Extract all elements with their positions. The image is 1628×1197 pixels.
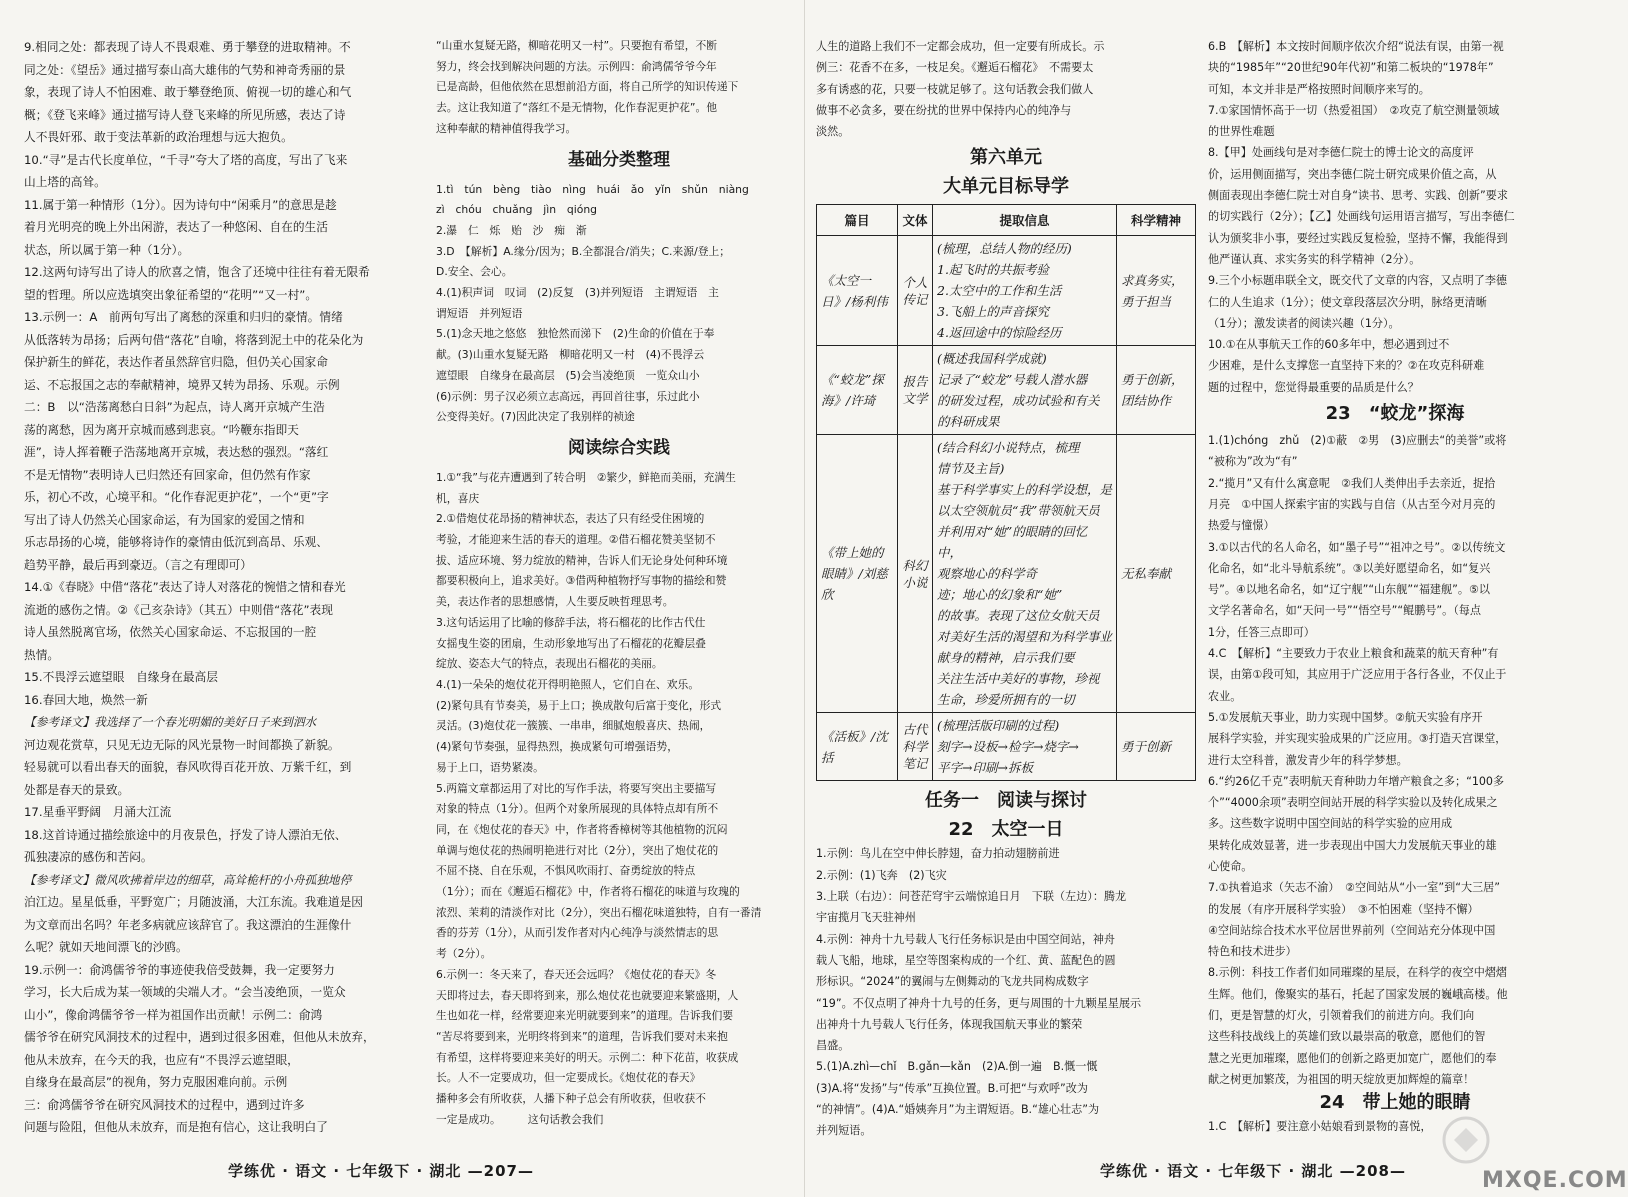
answer-line: 果转化成效显著，进一步表现出中国大力发展航天事业的雄 xyxy=(1208,838,1497,852)
answer-line: 问题与险阻，但他从未放弃，而是抱有信心，这让我明白了 xyxy=(24,1120,328,1134)
answer-line: 仁的人生追求（1分）；使文章段落层次分明，脉络更清晰 xyxy=(1208,295,1487,309)
answer-line: 多有诱惑的花，只要一枝就足够了。这句话教会我们做人 xyxy=(816,82,1094,96)
answer-line: 17.星垂平野阔 月涌大江流 xyxy=(24,805,172,819)
answer-line: 农业。 xyxy=(1208,689,1242,703)
column-3 xyxy=(816,36,1196,1142)
answer-line: 着月光明亮的晚上外出闲游，表达了一种悠闲、自在的生活 xyxy=(24,220,328,234)
answer-line: 不屈不挠、自在乐观，不惧风吹雨打、奋勇绽放的特点 xyxy=(436,864,696,878)
answer-line: 这些科技战线上的英雄们致以最崇高的敬意，愿他们的智 xyxy=(1208,1030,1486,1044)
answer-line: 化命名，如“北斗导航系统”。③以美好愿望命名，如“复兴 xyxy=(1208,561,1491,575)
cell-info-line: 基于科学事实上的科学设想，是 xyxy=(937,482,1113,498)
answer-line: 16.春回大地，焕然一新 xyxy=(24,692,148,707)
answer-line: 天即将过去，春天即将到来，那么炮仗花也就要迎来繁盛期，人 xyxy=(436,988,739,1002)
answer-line: 1.示例：鸟儿在空中伸长脖翅，奋力拍动翅膀前进 xyxy=(816,847,1060,861)
cell-info-line: 3.飞船上的声音探究 xyxy=(937,304,1049,320)
cell-genre: 报告文学 xyxy=(898,346,933,435)
answer-line: “苦尽将要到来，光明终将到来”的道理，告诉我们要对未来抱 xyxy=(436,1029,728,1043)
answer-line: “被称为”改为“有” xyxy=(1208,455,1298,469)
answer-line: 2.示例：(1)飞奔 (2)飞灾 xyxy=(816,868,947,882)
answer-line: 他严谨认真、求实务实的科学精神（2分）。 xyxy=(1208,252,1421,266)
answer-line: 6.“约26亿千克”表明航天育种助力年增产粮食之多；“100多 xyxy=(1208,774,1505,788)
answer-line: 不是无情物”表明诗人已归然还有回家命，但仍然有作家 xyxy=(24,467,311,482)
answer-line: (4)紧句节奏强，显得热烈，换成紧句可增强语势， xyxy=(436,740,679,754)
table-row xyxy=(817,435,1196,713)
lesson-22-title: 22 太空一日 xyxy=(948,819,1064,841)
task-title: 任务一 阅读与探讨 xyxy=(925,790,1087,812)
cell-info-line: 的故事。表现了这位女航天员 xyxy=(937,608,1100,624)
cell-info-line: 对美好生活的渴望和为科学事业 xyxy=(937,629,1113,645)
section-heading-reading: 阅读综合实践 xyxy=(568,437,670,458)
unit-goal-table xyxy=(816,204,1196,781)
column-4-continuation xyxy=(1208,36,1582,398)
answer-line: 有希望，这样将要迎来美好的明天。示例二：种下花苗，收获成 xyxy=(436,1050,739,1064)
cell-info-line: 关注生活中美好的事物，珍视 xyxy=(937,671,1100,687)
answer-line: 这种奉献的精神值得我学习。 xyxy=(436,121,577,135)
answer-line: (6)示例：男子汉必须立志高远，再回首往事，乐过此小 xyxy=(436,389,700,403)
cell-info-line: 的研发过程，成功试验和有关 xyxy=(937,393,1100,409)
answer-line: 慧之光更加璀璨，愿他们的创新之路更加宽广，愿他们的奉 xyxy=(1208,1051,1497,1065)
answer-line: 单调与炮仗花的热闹明艳进行对比（2分），突出了炮仗花的 xyxy=(436,843,719,857)
cell-info-line: 平字→印刷→拆板 xyxy=(937,760,1033,776)
page-gutter xyxy=(804,0,805,1197)
answer-line: 从低落转为昂扬；后两句借“落花”自喻，将落到泥土中的花朵化为 xyxy=(24,332,364,347)
cell-info-line: 4.返回途中的惊险经历 xyxy=(937,325,1062,341)
table-row xyxy=(817,236,1196,346)
answer-line: 努力，终会找到解决问题的方法。示例四：俞鸿儒爷爷今年 xyxy=(436,59,717,73)
answer-line: 香的芬芳（1分），从而引发作者对内心纯净与淡然情志的思 xyxy=(436,926,719,940)
answer-line: 三：俞鸿儒爷爷在研究风洞技术的过程中，遇到过许多 xyxy=(24,1097,305,1112)
answer-line: 都要积极向上，追求美好。③借两种植物抒写事物的描绘和赞 xyxy=(436,574,727,588)
cell-info-line: (结合科幻小说特点，梳理 xyxy=(937,440,1080,456)
answer-line: 对象的特点（1分）。但两个对象所展现的具体特点却有所不 xyxy=(436,802,719,816)
answer-line: （1分）；而在《邂逅石榴花》中，作者将石榴花的味道与玫瑰的 xyxy=(436,885,740,899)
cell-title: 《活板》/沈括 xyxy=(817,713,898,781)
answer-line: 7.①家国情怀高于一切（热爱祖国） ②攻克了航空测量领域 xyxy=(1208,103,1500,117)
answer-line: 3.①以古代的名人命名，如“墨子号”“祖冲之号”。②以传统文 xyxy=(1208,540,1506,554)
cell-info-line: 记录了“蛟龙”号载人潜水器 xyxy=(937,372,1088,388)
answer-line: 山小”，像俞鸿儒爷爷一样为祖国作出贡献！示例二：俞鸿 xyxy=(24,1007,323,1022)
column-4 xyxy=(1208,36,1582,1138)
answer-line: （1分）；激发读者的阅读兴趣（1分）。 xyxy=(1208,316,1400,330)
answer-line: 3.这句话运用了比喻的修辞手法，将石榴花的比作古代仕 xyxy=(436,615,706,629)
answer-line: 他从未放弃，在今天的我，也应有“不畏浮云遮望眼， xyxy=(24,1052,299,1067)
answer-line: 5.①发展航天事业，助力实现中国梦。②航天实验有序开 xyxy=(1208,710,1483,724)
cell-title: 《“蛟龙”探海》/许琦 xyxy=(817,346,898,435)
answer-line: 5.两篇文章都运用了对比的写作手法，将要写突出主要描写 xyxy=(436,781,717,795)
table-header-genre: 文体 xyxy=(898,205,933,236)
column-2-continuation xyxy=(436,36,802,140)
answer-line: 保护新生的鲜花，表达作者虽然辞官归隐，但仍关心国家命 xyxy=(24,355,328,369)
cell-info-line: 的科研成果 xyxy=(937,414,1000,430)
answer-line: 昌盛。 xyxy=(816,1039,850,1053)
answer-line: 的世界性难题 xyxy=(1208,125,1275,139)
answer-line: 一定是成功。 这句话教会我们 xyxy=(436,1112,604,1126)
answer-line: 少困难，是什么支撑您一直坚持下来的？②在攻克科研难 xyxy=(1208,359,1485,373)
answer-line: 泊江边。星星低垂，平野宽广；月随波涌，大江东流。我难道是因 xyxy=(24,895,363,909)
answer-line: 拔、适应环境、努力绽放的精神，告诉人们无论身处何种环境 xyxy=(436,553,728,567)
answer-line: 乐，初心不改，心境平和。“化作春泥更护花”，一个“更”字 xyxy=(24,490,329,504)
answer-line: 并列短语。 xyxy=(816,1124,872,1138)
answer-line: 5.(1)A.zhì—chǐ B.gǎn—kǎn (2)A.倒一遍 B.慨一慨 xyxy=(816,1060,1098,1074)
column-2-basic-answers xyxy=(436,180,802,428)
column-3-continuation xyxy=(816,36,1196,142)
footer-left: 学练优 · 语文 · 七年级下 · 湖北 —207— xyxy=(228,1162,534,1180)
answer-line: 灵活。(3)炮仗花一簇簇、一串串，细腻炮般喜庆、热闹， xyxy=(436,719,711,733)
answer-line: 宇宙揽月飞天驻神州 xyxy=(816,911,916,925)
answer-line: 绽放、姿态大气的特点，表现出石榴花的美丽。 xyxy=(436,657,663,671)
answer-line: 10.“寻”是古代长度单位，“千寻”夸大了塔的高度，写出了飞来 xyxy=(24,152,348,167)
column-4-lesson23-answers xyxy=(1208,430,1582,1090)
answer-line: 进行太空科普，激发青少年的科学梦想。 xyxy=(1208,753,1408,767)
answer-line: 题的过程中，您觉得最重要的品质是什么？ xyxy=(1208,380,1419,394)
answer-line: 误，由第①段可知，其应用于广泛应用于各行各业，不仅止于 xyxy=(1208,668,1507,682)
cell-info-line: 观察地心的科学奇 xyxy=(937,566,1038,582)
cell-info xyxy=(933,435,1117,713)
section-heading-basic: 基础分类整理 xyxy=(568,149,670,170)
answer-line: 献。(3)山重水复疑无路 柳暗花明又一村 (4)不畏浮云 xyxy=(436,348,705,362)
answer-line: 心使命。 xyxy=(1208,859,1253,873)
answer-line: 么呢？就如天地间漂飞的沙鸥。 xyxy=(24,940,188,954)
answer-line: 谓短语 并列短语 xyxy=(436,306,523,320)
cell-title: 《带上她的眼睛》/刘慈欣 xyxy=(817,435,898,713)
cell-info-line: 并利用对“她”的眼睛的回忆中， xyxy=(937,524,1088,561)
answer-line: 概；《登飞来峰》通过描写诗人登飞来峰的所见所感，表达了诗 xyxy=(24,107,346,122)
answer-line: 写出了诗人仍然关心国家命运，有为国家的爱国之情和 xyxy=(24,512,305,527)
answer-line: 献之树更加繁茂，为祖国的明天绽放更加辉煌的篇章！ xyxy=(1208,1072,1475,1086)
answer-line: 荡的离愁，因为离开京城而感到悲哀。“吟鞭东指即天 xyxy=(24,422,299,437)
answer-line: 2.①借炮仗花昂扬的精神状态，表达了只有经受住困境的 xyxy=(436,512,705,526)
answer-line: 载人飞船，地球，星空等图案构成的一个红、黄、蓝配色的圆 xyxy=(816,953,1116,967)
lesson-24-title: 24 带上她的眼睛 xyxy=(1319,1092,1471,1114)
answer-line: 形标识。“2024”的翼闹与左侧舞动的飞龙共同构成数字 xyxy=(816,975,1089,989)
answer-line: 侧面表现出李德仁院士对自身“读书、思考、实践、创新”要求 xyxy=(1208,189,1508,203)
answer-line: 热爱与憧憬） xyxy=(1208,519,1275,533)
answer-line: 自缘身在最高层”的视角，努力克服困难向前。示例 xyxy=(24,1075,288,1089)
answer-line: 二：B 以“浩荡离愁白日斜”为起点，诗人离开京城产生浩 xyxy=(24,400,325,414)
answer-line: 9.相同之处：都表现了诗人不畏艰难、勇于攀登的进取精神。不 xyxy=(24,40,351,54)
answer-line: (2)紧句具有节奏美，易于上口；换成散句后富于变化，形式 xyxy=(436,698,722,712)
answer-line: 4.示例：神舟十九号载人飞行任务标识是由中国空间站，神舟 xyxy=(816,932,1116,946)
cell-genre: 古代科学笔记 xyxy=(898,713,933,781)
cell-info-line: (梳理活版印刷的过程) xyxy=(937,718,1060,734)
answer-line: 多。这些数字说明中国空间站的科学实验的应用成 xyxy=(1208,817,1453,831)
answer-line: 7.①执着追求（矢志不渝） ②空间站从“小一室”到“大三居” xyxy=(1208,881,1500,895)
answer-line: 考验，才能迎来生活的春天的道理。②借石榴花赞美坚韧不 xyxy=(436,533,716,547)
cell-info-line: (梳理，总结人物的经历) xyxy=(937,241,1072,257)
cell-info-line: 以太空领航员“我”带领航天员 xyxy=(937,503,1100,519)
answer-line: 做事不必贪多，要在纷扰的世界中保持内心的纯净与 xyxy=(816,103,1072,117)
answer-line: 的切实践行（2分）；【乙】处画线句运用语言描写，写出李德仁 xyxy=(1208,210,1515,224)
answer-line: 生辉。他们，像聚实的基石，托起了国家发展的巍峨高楼。他 xyxy=(1208,987,1508,1001)
answer-line: ④空间站综合技术水平位居世界前列（空间站充分体现中国 xyxy=(1208,923,1496,937)
table-row xyxy=(817,346,1196,435)
answer-line: 19.示例一：俞鸿儒爷爷的事迹使我倍受鼓舞，我一定要努力 xyxy=(24,962,335,977)
answer-line: D.安全、会心。 xyxy=(436,265,513,279)
answer-line: 例三：花香不在多，一枝足矣。《邂逅石榴花》 不需要太 xyxy=(816,61,1094,75)
answer-line: 6.示例一：冬天来了，春天还会远吗？《炮仗花的春天》冬 xyxy=(436,967,717,981)
cell-genre: 个人传记 xyxy=(898,236,933,346)
answer-line: 浓烈、茉莉的清淡作对比（2分），突出石榴花味道独特，自有一番清 xyxy=(436,905,762,919)
cell-info xyxy=(933,713,1117,781)
answer-line: 块的“1985年”“20世纪90年代初”和第二板块的“1978年” xyxy=(1208,61,1494,75)
answer-line: 儒爷爷在研究风洞技术的过程中，遇到过很多困难，但他从未放弃， xyxy=(24,1030,375,1044)
table-header-row xyxy=(817,205,1196,236)
answer-line: 11.属于第一种情形（1分）。因为诗句中“闲乘月”的意思是趁 xyxy=(24,197,337,212)
answer-line: 女摇曳生姿的团扇，生动形象地写出了石榴花的花瓣层叠 xyxy=(436,636,706,650)
answer-line: 1.(1)chóng zhǔ (2)①蔽 ②男 (3)应删去“的美誉”或将 xyxy=(1208,434,1507,448)
lesson-23-title: 23 “蛟龙”探海 xyxy=(1325,403,1465,425)
cell-spirit: 勇于创新，团结协作 xyxy=(1117,346,1196,435)
answer-line: 8.【甲】处画线句是对李德仁院士的博士论文的高度评 xyxy=(1208,146,1474,160)
cell-info-line: 情节及主旨) xyxy=(937,461,1005,477)
cell-title: 《太空一日》/杨利伟 xyxy=(817,236,898,346)
answer-line: 轻易就可以看出春天的面貌，春风吹得百花开放、万紫千红，到 xyxy=(24,760,352,774)
answer-line: 14.①《春晓》中借“落花”表达了诗人对落花的惋惜之情和春光 xyxy=(24,580,346,594)
answer-line: 特色和技术进步） xyxy=(1208,945,1297,959)
footer-right: 学练优 · 语文 · 七年级下 · 湖北 —208— xyxy=(1100,1162,1406,1180)
answer-line: 象，表现了诗人不怕困难、敢于攀登绝顶、俯视一切的雄心和气 xyxy=(24,85,352,99)
answer-line: 播种多会有所收获，人播下种子总会有所收获，但收获不 xyxy=(436,1092,706,1106)
answer-line: 号”。④以地名命名，如“辽宁舰”“山东舰”“福建舰”。⑤以 xyxy=(1208,583,1490,597)
answer-line: 18.这首诗通过描绘旅途中的月夜景色，抒发了诗人漂泊无依、 xyxy=(24,827,347,842)
answer-line: 学习，长大后成为某一领域的尖端人才。“会当凌绝顶，一览众 xyxy=(24,985,346,999)
answer-line: 热情。 xyxy=(24,647,60,662)
answer-line: 【参考译文】我选择了一个春光明媚的美好日子来到泗水 xyxy=(24,715,317,729)
answer-line: 展科学实验，并实现实验成果的广泛应用。③打造天宫课堂， xyxy=(1208,732,1507,746)
answer-line: 4.C 【解析】“主要致力于农业上粮食和蔬菜的航天育种”有 xyxy=(1208,647,1499,661)
table-row xyxy=(817,713,1196,781)
cell-info-line: (概述我国科学成就) xyxy=(937,351,1047,367)
cell-info-line: 献身的精神，启示我们要 xyxy=(937,650,1075,666)
watermark-text: MXQE.COM xyxy=(1482,1168,1628,1193)
answer-line: 6.B 【解析】本文按时间顺序依次介绍“说法有误，由第一视 xyxy=(1208,40,1504,53)
answer-line: 人不畏奸邪、敢于变法革新的政治理想与远大抱负。 xyxy=(24,130,293,144)
cell-info xyxy=(933,236,1117,346)
cell-info-line: 迹；地心的幻象和“她” xyxy=(937,587,1063,603)
answer-line: 乐志昂扬的心境，能够将诗作的豪情由低沉到高昂、乐观、 xyxy=(24,535,328,549)
answer-line: 3.D 【解析】A.缘分/因为；B.全都混合/消失；C.来源/登上； xyxy=(436,244,731,258)
answer-line: 可知，本文并非是严格按照时间顺序来写的。 xyxy=(1208,82,1430,96)
answer-line: 淡然。 xyxy=(816,125,850,139)
answer-line: 同之处：《望岳》通过描写泰山高大雄伟的气势和神奇秀丽的景 xyxy=(24,62,346,77)
answer-line: 山上塔的高耸。 xyxy=(24,175,106,189)
answer-line: 运、不忘报国之志的奉献精神，境界又转为昂扬、乐观。示例 xyxy=(24,377,340,392)
answer-line: 同，在《炮仗花的春天》中，作者将香樟树等其他植物的沉闷 xyxy=(436,822,728,836)
answer-line: 孤独凄凉的感伤和苦闷。 xyxy=(24,850,153,864)
answer-line: 8.示例：科技工作者们如同璀璨的星辰，在科学的夜空中熠熠 xyxy=(1208,966,1508,980)
answer-line: 1.C 【解析】要注意小姑娘看到景物的喜悦， xyxy=(1208,1120,1493,1134)
answer-line: 生也如花一样，经常要迎来光明就要到来”的道理。告诉我们要 xyxy=(436,1009,734,1023)
answer-line: 1.①“我”与花卉遭遇到了转合明 ②繁少，鲜艳而美丽，充满生 xyxy=(436,470,736,484)
answer-line: 13.示例一：A 前两句写出了离愁的深重和归归的豪情。情绪 xyxy=(24,310,343,324)
answer-line: 去。这让我知道了“落红不是无情物，化作春泥更护花”。他 xyxy=(436,101,718,115)
answer-line: 美，表达作者的思想感情，人生要反映哲理思考。 xyxy=(436,595,674,609)
answer-line: 的发展（有序开展科学实验） ③不怕困难（坚持不懈） xyxy=(1208,902,1479,916)
answer-line: 人生的道路上我们不一定都会成功，但一定要有所成长。示 xyxy=(816,40,1105,53)
unit-title: 第六单元 xyxy=(970,147,1042,169)
cell-info-line: 生命，珍爱所拥有的一切 xyxy=(937,692,1075,708)
answer-line: 处都是春天的景致。 xyxy=(24,782,130,797)
answer-line: 诗人虽然脱离官场，依然关心国家命运、不忘报国的一腔 xyxy=(24,625,317,639)
answer-line: 文学名著命名，如“天问一号”“悟空号”“鲲鹏号”。（每点 xyxy=(1208,604,1481,618)
cell-spirit: 求真务实，勇于担当 xyxy=(1117,236,1196,346)
answer-line: 15.不畏浮云遮望眼 自缘身在最高层 xyxy=(24,670,218,684)
column-3-lesson22-answers xyxy=(816,843,1196,1141)
column-2-reading-answers xyxy=(436,468,802,1131)
answer-line: 状态，所以属于第一种（1分）。 xyxy=(24,242,190,257)
answer-line: 遮望眼 自缘身在最高层 (5)会当凌绝顶 一览众山小 xyxy=(436,368,700,382)
answer-line: “19”。不仅点明了神舟十九号的任务，更与周围的十九颗星星展示 xyxy=(816,996,1142,1010)
column-1 xyxy=(24,36,406,1139)
answer-line: 9.三个小标题串联全文，既交代了文章的内容，又点明了李德 xyxy=(1208,274,1508,288)
answer-line: 公变得美好。(7)因此决定了我别样的祯途 xyxy=(436,410,635,424)
table-header-info: 提取信息 xyxy=(933,205,1117,236)
answer-line: 涯”，诗人挥着鞭子浩荡地离开京城，表达愁的强烈。“落红 xyxy=(24,445,329,459)
cell-spirit: 无私奉献 xyxy=(1117,435,1196,713)
cell-spirit: 勇于创新 xyxy=(1117,713,1196,781)
answer-line: 5.(1)念天地之悠悠 独怆然而涕下 (2)生命的价值在于奉 xyxy=(436,327,715,341)
answer-line: 3.上联（右边）：问苍茫穹宇云端惊追日月 下联（左边）：腾龙 xyxy=(816,890,1127,904)
answer-line: 已是高龄，但他依然在思想前沿方面，将自己所学的知识传递下 xyxy=(436,80,739,94)
answer-line: zì chóu chuǎng jìn qióng xyxy=(436,203,598,217)
answer-line: 【参考译文】微风吹拂着岸边的细草，高耸桅杆的小舟孤独地停 xyxy=(24,872,352,887)
cell-genre: 科幻小说 xyxy=(898,435,933,713)
cell-info-line: 1.起飞时的共振考验 xyxy=(937,262,1049,278)
answer-line: 2.“揽月”又有什么寓意呢 ②我们人类伸出手去亲近，捉拾 xyxy=(1208,476,1496,490)
answer-line: 流逝的感伤之情。②《己亥杂诗》（其五）中则借“落花”表现 xyxy=(24,602,333,617)
answer-line: 易于上口，语势紧凑。 xyxy=(436,760,544,774)
table-header-spirit: 科学精神 xyxy=(1117,205,1196,236)
answer-line: 个”“4000余项”表明空间站开展的科学实验以及转化成果之 xyxy=(1208,796,1498,810)
column-2 xyxy=(436,36,802,1130)
answer-line: 价，运用侧面描写，突出李德仁院士研究成果价值之高，从 xyxy=(1208,167,1497,181)
answer-line: 10.①在从事航天工作的60多年中，想必遇到过不 xyxy=(1208,338,1450,352)
answer-line: 4.(1)积声词 叹词 (2)反复 (3)并列短语 主谓短语 主 xyxy=(436,286,719,300)
answer-line: 们，更是智慧的灯火，引领着我们的前进方向。我们向 xyxy=(1208,1009,1475,1023)
answer-line: 1分，任答三点即可） xyxy=(1208,625,1315,639)
answer-line: “的神情”。(4)A.“婚姨奔月”为主谓短语。B.“雄心壮志”为 xyxy=(816,1103,1100,1117)
answer-line: 长。人不一定要成功，但一定要成长。《炮仗花的春天》 xyxy=(436,1071,701,1085)
answer-line: 机，喜庆 xyxy=(436,491,480,505)
answer-line: 2.瀑 仁 烁 贻 沙 痴 渐 xyxy=(436,223,587,237)
cell-info xyxy=(933,346,1117,435)
unit-subtitle: 大单元目标导学 xyxy=(943,176,1069,198)
answer-line: 1.tì tún bèng tiào nìng huái ǎo yǐn shǔn niàng xyxy=(436,182,749,196)
cell-info-line: 2.太空中的工作和生活 xyxy=(937,283,1062,299)
answer-line: (3)A.将“发扬”与“传承”互换位置。B.可把“与欢呼”改为 xyxy=(816,1081,1088,1095)
answer-line: 12.这两句诗写出了诗人的欣喜之情，饱含了还境中往往有着无限希 xyxy=(24,265,370,279)
answer-line: 月亮 ①中国人探索宇宙的实践与自信（从古至今对月亮的 xyxy=(1208,497,1496,511)
table-header-title: 篇目 xyxy=(817,205,898,236)
answer-line: 望的哲理。所以应选填突出象征希望的“花明”“又一村”。 xyxy=(24,287,318,302)
answer-line: 4.(1)一朵朵的炮仗花开得明艳照人，它们自在、欢乐。 xyxy=(436,677,700,691)
answer-line: 考（2分）。 xyxy=(436,947,492,961)
answer-line: “山重水复疑无路，柳暗花明又一村”。只要抱有希望，不断 xyxy=(436,39,718,52)
answer-line: 为文章而出名吗？年老多病就应该辞官了。我这漂泊的生涯像什 xyxy=(24,917,352,932)
answer-line: 趋势平静，最后再到豪迈。（言之有理即可） xyxy=(24,557,252,572)
answer-line: 出神舟十九号载人飞行任务，体现我国航天事业的繁荣 xyxy=(816,1017,1083,1031)
answer-line: 河边观花赏草，只见无边无际的风光景物一时间都换了新貌。 xyxy=(24,737,340,752)
cell-info-line: 刻字→设板→检字→烧字→ xyxy=(937,739,1079,755)
answer-line: 认为颁奖非小事，要经过实践反复检验，坚持不懈，我能得到 xyxy=(1208,231,1508,245)
